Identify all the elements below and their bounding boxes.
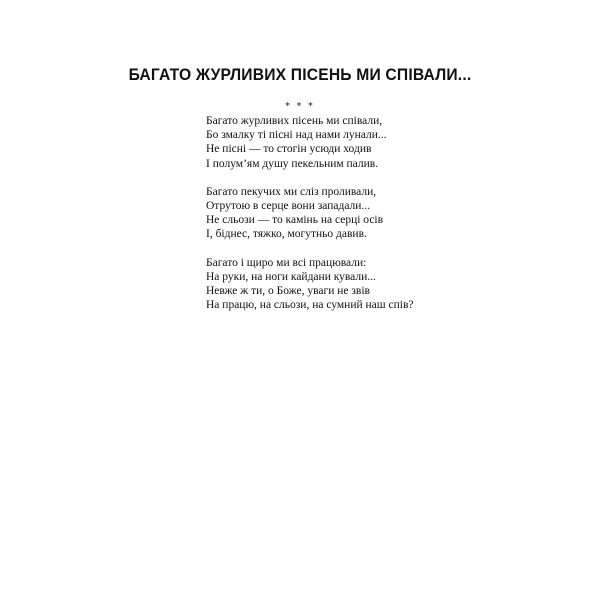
poem-line: Не сльози — то камінь на серці осів <box>206 214 384 227</box>
stanza-2 <box>206 185 413 242</box>
poem-line: На руки, на ноги кайдани кували... <box>206 270 376 283</box>
poem-line: І полум’ям душу пекельним палив. <box>206 157 379 170</box>
poem-line: Невже ж ти, о Боже, уваги не звів <box>206 285 370 298</box>
poem-line: Бо змалку ті пісні над нами лунали... <box>206 129 387 142</box>
poem-line: І, біднес, тяжко, могутньо давив. <box>206 228 367 241</box>
poem-line: Багато пекучих ми сліз проливали, <box>206 185 377 198</box>
section-separator: * * * <box>285 102 315 112</box>
stanza-1 <box>206 114 413 171</box>
poem-line: Не пісні — то стогін усюди ходив <box>206 143 372 156</box>
poem-line: Отрутою в серце вони западали... <box>206 200 371 213</box>
poem-line: Багато журливих пісень ми співали, <box>206 115 383 127</box>
poem-line: Багато і щиро ми всі працювали: <box>206 256 367 269</box>
stanza-3 <box>206 256 413 313</box>
poem-title: БАГАТО ЖУРЛИВИХ ПІСЕНЬ МИ СПІВАЛИ... <box>128 65 472 84</box>
poem-line: На працю, на сльози, на сумний наш спів? <box>206 299 414 312</box>
poem-body <box>206 114 413 326</box>
